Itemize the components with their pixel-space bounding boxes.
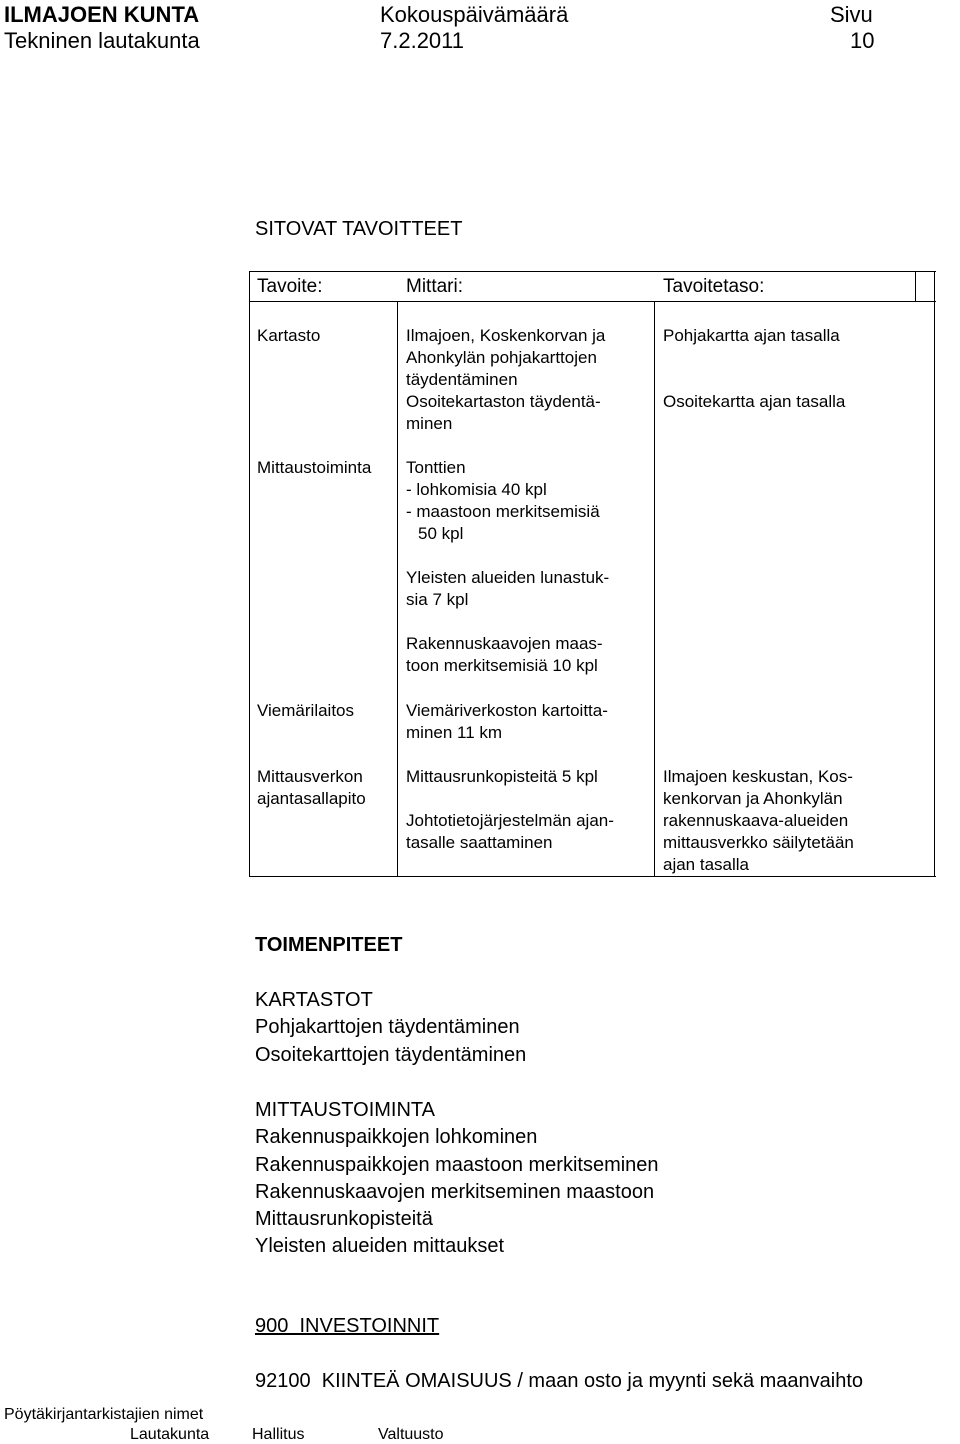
table-bottom-border [249,876,936,877]
column-divider-2 [654,301,655,877]
level-line: rakennuskaava-alueiden [663,811,849,830]
actions-group-mittaustoiminta [255,1097,659,1261]
goal-line: Mittaustoiminta [257,458,372,477]
goal-cell [257,700,354,722]
action-item: Yleisten alueiden mittaukset [255,1235,505,1258]
footer-label: Pöytäkirjantarkistajien nimet [4,1406,204,1423]
level-line: mittausverkko säilytetään [663,833,854,852]
actions-title: TOIMENPITEET [255,934,403,956]
metric-line: Mittausrunkopisteitä 5 kpl [406,767,598,786]
org-name: ILMAJOEN KUNTA [4,2,200,27]
metric-line: - maastoon merkitsemisiä [406,502,600,521]
goals-title: SITOVAT TAVOITTEET [255,218,463,240]
actions-group-heading: KARTASTOT [255,989,373,1011]
metric-line: minen 11 km [406,723,503,742]
metric-line: 50 kpl [418,524,464,543]
metric-line: Ilmajoen, Koskenkorvan ja [406,326,606,345]
action-item: Rakennuspaikkojen maastoon merkitseminen [255,1153,659,1176]
metric-line: tasalle saattaminen [406,833,553,852]
metric-line: sia 7 kpl [406,590,469,609]
metric-cell [406,457,600,545]
level-line: ajan tasalla [663,855,750,874]
metric-line: Johtotietojärjestelmän ajan- [406,811,614,830]
actions-group-kartastot [255,987,526,1069]
investments-line: 92100 KIINTEÄ OMAISUUS / maan osto ja myynti sekä maanvaihto [255,1370,864,1392]
table-left-border [249,271,250,877]
column-header-level: Tavoitetaso: [663,276,765,297]
level-cell [663,325,840,347]
metric-cell [406,325,605,435]
level-line: kenkorvan ja Ahonkylän [663,789,843,808]
column-divider-1 [397,301,398,877]
action-item: Osoitekarttojen täydentäminen [255,1043,527,1066]
footer-body-valtuusto: Valtuusto [378,1426,444,1443]
committee-name: Tekninen lautakunta [4,28,200,53]
column-header-metric: Mittari: [406,276,463,297]
goal-cell [257,766,366,810]
level-cell [663,766,854,876]
goal-line: ajantasallapito [257,789,366,808]
goal-cell [257,457,371,479]
metric-line: Viemäriverkoston kartoitta- [406,701,608,720]
goal-cell [257,325,320,347]
investments-title: 900 INVESTOINNIT [255,1315,440,1337]
page-number: 10 [850,28,875,53]
level-cell [663,391,845,413]
goal-line: Viemärilaitos [257,701,355,720]
footer-body-lautakunta: Lautakunta [130,1426,210,1443]
meeting-date: 7.2.2011 [380,28,465,53]
table-top-border [249,271,936,272]
metric-cell [406,633,603,677]
metric-cell [406,766,598,788]
goal-line: Kartasto [257,326,321,345]
level-line: Osoitekartta ajan tasalla [663,392,846,411]
actions-group-heading: MITTAUSTOIMINTA [255,1099,435,1121]
footer-body-hallitus: Hallitus [252,1426,305,1443]
action-item: Rakennuspaikkojen lohkominen [255,1126,538,1149]
table-header-border [249,301,936,302]
metric-line: Osoitekartaston täydentä- [406,392,601,411]
metric-line: Tonttien [406,458,466,477]
page-label: Sivu [830,2,873,27]
metric-cell [406,810,614,854]
metric-line: toon merkitsemisiä 10 kpl [406,656,598,675]
metric-line: Rakennuskaavojen maas- [406,634,603,653]
meeting-date-label: Kokouspäivämäärä [380,2,569,27]
action-item: Mittausrunkopisteitä [255,1208,433,1231]
metric-cell [406,567,609,611]
goal-line: Mittausverkon [257,767,363,786]
column-divider-header [915,271,916,302]
column-header-goal: Tavoite: [257,276,323,297]
action-item: Pohjakarttojen täydentäminen [255,1016,520,1039]
metric-cell [406,700,608,744]
metric-line: Ahonkylän pohjakarttojen [406,348,597,367]
metric-line: - lohkomisia 40 kpl [406,480,547,499]
level-line: Ilmajoen keskustan, Kos- [663,767,853,786]
level-line: Pohjakartta ajan tasalla [663,326,840,345]
metric-line: Yleisten alueiden lunastuk- [406,568,610,587]
metric-line: minen [406,414,453,433]
table-right-border [934,271,935,877]
action-item: Rakennuskaavojen merkitseminen maastoon [255,1180,655,1203]
metric-line: täydentäminen [406,370,518,389]
